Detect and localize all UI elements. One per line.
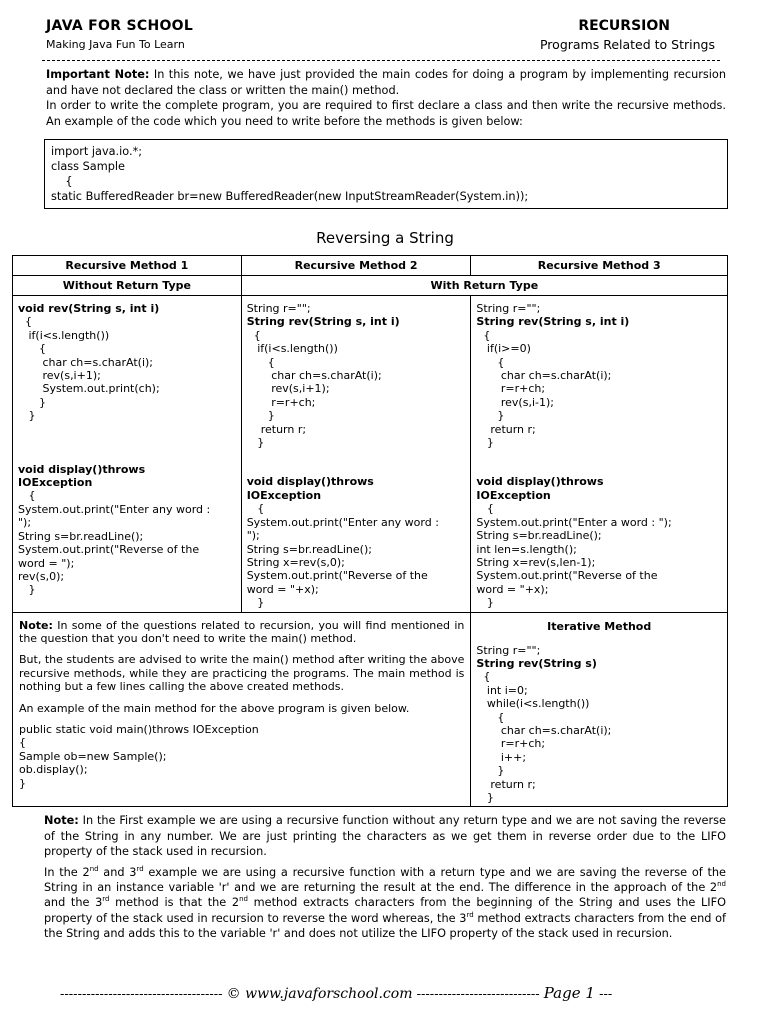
display-3-throws: IOException — [476, 488, 551, 502]
display-3-body: { System.out.print("Enter a word : "); String s=br.readLine(); int len=s.length(); String x=rev(s,len-1); System.out.print("Reverse of the word = "+x); } — [476, 502, 672, 610]
display-2-body: { System.out.print("Enter any word : "); String s=br.readLine(); String x=rev(s,0); System.out.print("Reverse of the word = "+x); } — [246, 502, 439, 610]
topic-subtitle: Programs Related to Strings — [539, 37, 715, 52]
method-3-body: { if(i>=0) { char ch=s.charAt(i); r=r+ch; rev(s,i-1); } return r; } — [483, 328, 612, 450]
method-3-signature: String rev(String s, int i) — [476, 315, 630, 329]
subheader-without-return: Without Return Type — [13, 276, 242, 296]
display-3-signature: void display()throws — [476, 475, 604, 489]
display-2-signature: void display()throws — [246, 475, 374, 489]
subheader-with-return: With Return Type — [241, 276, 727, 296]
footer-mid-dashes: ---------------------------- — [416, 987, 540, 1002]
method-1-signature: void rev(String s, int i) — [18, 302, 160, 315]
method-3-field: String r=""; — [476, 302, 541, 315]
topic-title: RECURSION — [578, 18, 670, 34]
page — [18, 18, 730, 941]
main-note-label: Note: — [19, 618, 53, 632]
col-header-2: Recursive Method 2 — [241, 256, 471, 276]
main-method-code: public static void main()throws IOException { Sample ob=new Sample(); ob.display(); } — [19, 722, 259, 790]
main-note-p3: An example of the main method for the above program is given below. — [19, 701, 410, 715]
important-note-label: Important Note: — [46, 68, 150, 81]
display-2-throws: IOException — [246, 488, 322, 502]
method-2-body: { if(i<s.length()) { char ch=s.charAt(i); rev(s,i+1); r=r+ch; } return r; } — [253, 328, 382, 450]
col-header-1: Recursive Method 1 — [13, 256, 242, 276]
method-1-body: { if(i<s.length()) { char ch=s.charAt(i); rev(s,i+1); System.out.print(ch); } } — [25, 315, 160, 423]
bottom-note-p1: In the First example we are using a recursive function without any return type and we are not saving the reverse of the String in any number. We are just printing the characters as we get them in reverse order due to the LIFO property of the stack used in recursion. — [44, 814, 726, 858]
bottom-note-p2: In the 2nd and 3rd example we are using a recursive function with a return type and we are saving the reverse of the String in an instance variable 'r' and we are returning the result at the end. The difference in the approach of the 2nd and the 3rd method is that the 2nd method extracts characters from the beginning of the String and uses the LIFO property of the stack used in recursion to reverse the word whereas, the 3rd method extracts characters from the end of the String and adds this to the variable 'r' and does not utilize the LIFO property of the stack used in recursion. — [44, 865, 726, 940]
method-1-cell — [13, 296, 242, 613]
col-header-3: Recursive Method 3 — [471, 256, 728, 276]
bottom-note — [38, 813, 730, 941]
site-tagline: Making Java Fun To Learn — [46, 38, 185, 51]
iterative-method-header: Iterative Method — [547, 619, 652, 633]
display-1-throws: IOException — [18, 476, 93, 490]
site-title: JAVA FOR SCHOOL — [46, 18, 194, 34]
footer — [60, 984, 720, 1002]
important-note-text: In this note, we have just provided the main codes for doing a program by implementing recursion and have not declared the class or written the main() method. — [46, 68, 726, 97]
iterative-method-cell — [471, 612, 728, 807]
main-note-p2: But, the students are advised to write the main() method after writing the above recursive methods, while they are practicing the programs. The main method is nothing but a few lines calling the above created methods. — [19, 653, 465, 694]
display-1-signature: void display()throws — [18, 462, 146, 476]
method-3-cell — [471, 296, 728, 613]
main-method-note-cell — [13, 612, 471, 807]
section-title: Reversing a String — [316, 229, 454, 247]
methods-table — [12, 255, 728, 807]
iterative-signature: String rev(String s) — [476, 656, 597, 670]
iterative-body: { int i=0; while(i<s.length()) { char ch=s.charAt(i); r=r+ch; i++; } return r; } — [483, 670, 612, 804]
important-note — [46, 67, 726, 129]
iterative-field: String r=""; — [476, 643, 541, 657]
method-2-cell — [241, 296, 471, 613]
footer-page-number: Page 1 — [543, 984, 595, 1002]
main-note-p1: In some of the questions related to recursion, you will find mentioned in the question that you don't need to write the main() method. — [19, 618, 465, 645]
method-2-signature: String rev(String s, int i) — [246, 315, 400, 329]
display-1-body: { System.out.print("Enter any word : "); String s=br.readLine(); System.out.print("Reverse of the word = "); rev(s,0); } — [18, 489, 211, 597]
bottom-note-label: Note: — [44, 814, 79, 828]
method-2-field: String r=""; — [246, 302, 311, 315]
footer-right-dashes: --- — [599, 987, 613, 1002]
footer-left-dashes: ------------------------------------- — [60, 987, 223, 1002]
header — [40, 18, 730, 56]
footer-copyright: © www.javaforschool.com — [226, 986, 413, 1002]
important-note-text-2: In order to write the complete program, you are required to first declare a class and then write the recursive methods. An example of the code which you need to write before the methods is given below: — [46, 99, 726, 128]
class-declaration-code: import java.io.*; class Sample { static BufferedReader br=new BufferedReader(new InputStreamReader(System.in)); — [44, 139, 728, 209]
header-divider — [42, 60, 720, 61]
